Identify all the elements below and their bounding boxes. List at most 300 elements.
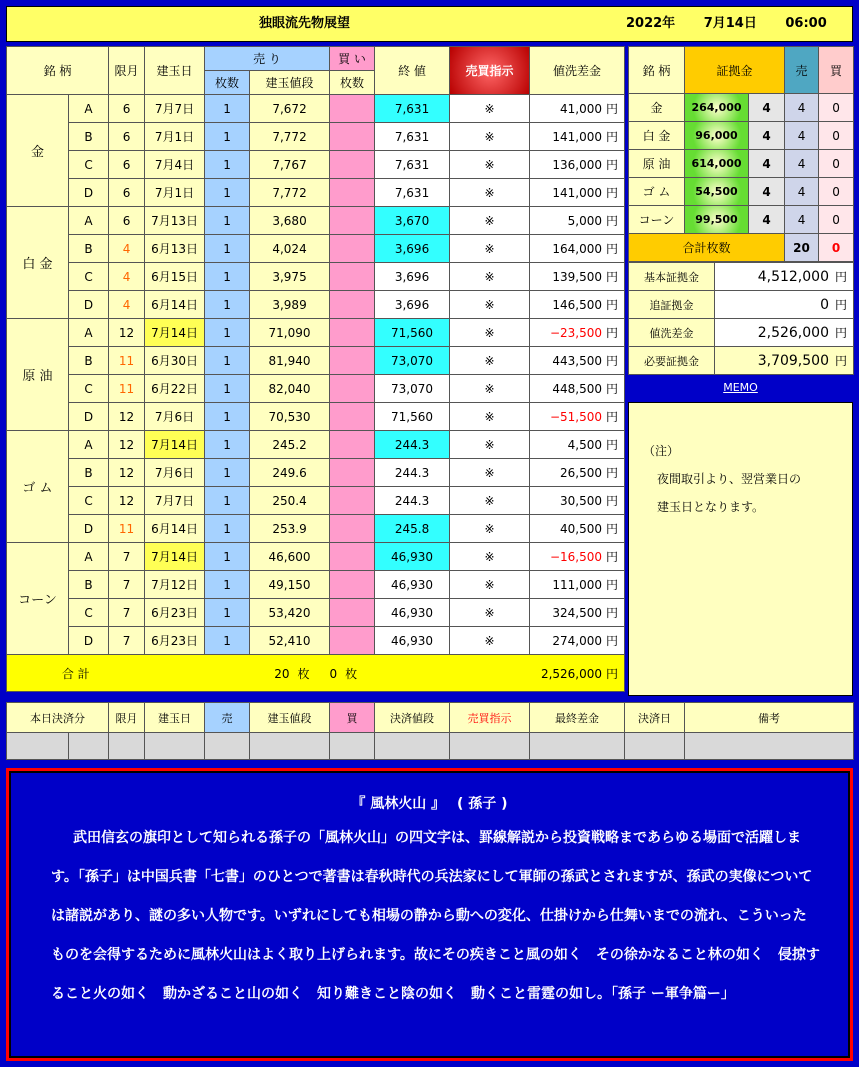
- sell-qty[interactable]: 1: [205, 375, 250, 403]
- sell-qty[interactable]: 1: [205, 431, 250, 459]
- open-price[interactable]: 3,975: [250, 263, 330, 291]
- quote-body: 武田信玄の旗印として知られる孫子の「風林火山」の四文字は、罫線解説から投資戦略まであらゆる場面で活躍します。「孫子」は中国兵書「七書」のひとつで著書は春秋時代の兵法家にして軍師の孫武とされますが、孫武の実像については諸説があり、謎の多い人物です。いずれにしても相場の静から動への変化、仕掛けから仕舞いまでの流れ、こういったものを会得するために風林火山はよく取り上げられます。故にその疾きこと風の如く その徐かなること林の如く 侵掠すること火の如く 動かざること山の如く 知り難きこと陰の如く 動くこと雷霆の如し。「孫子 ー軍争篇ー」: [51, 830, 820, 1002]
- close-price: 46,930: [375, 627, 450, 655]
- margin-sell: 4: [785, 178, 819, 206]
- price-diff: [530, 179, 625, 207]
- contract-code: B: [69, 235, 109, 263]
- close-price: 46,930: [375, 571, 450, 599]
- table-row: [7, 123, 625, 151]
- contract-month: 11: [109, 375, 145, 403]
- margin-commodity: 原 油: [629, 150, 685, 178]
- contract-month: 12: [109, 403, 145, 431]
- instruction-mark: ※: [450, 151, 530, 179]
- yen-unit: 円: [606, 666, 619, 681]
- instruction-mark: ※: [450, 179, 530, 207]
- instruction-mark: ※: [450, 291, 530, 319]
- margin-units: 4: [749, 150, 785, 178]
- settle-header-open-price: 建玉値段: [250, 703, 330, 733]
- sell-qty[interactable]: 1: [205, 347, 250, 375]
- contract-code: C: [69, 263, 109, 291]
- open-price[interactable]: 82,040: [250, 375, 330, 403]
- contract-month: 6: [109, 179, 145, 207]
- summary-row: [629, 291, 854, 319]
- buy-qty[interactable]: [330, 599, 375, 627]
- open-date: 7月14日: [145, 543, 205, 571]
- yen-unit: 円: [834, 354, 847, 368]
- memo-line: 建玉日となります。: [657, 500, 765, 514]
- summary-row: [629, 263, 854, 291]
- open-price[interactable]: 81,940: [250, 347, 330, 375]
- open-price[interactable]: 71,090: [250, 319, 330, 347]
- settle-cell[interactable]: [7, 733, 69, 760]
- margin-units: 4: [749, 178, 785, 206]
- summary-label: 基本証拠金: [629, 263, 715, 291]
- settle-header-sell: 売: [205, 703, 250, 733]
- price-diff-value: 141,000: [552, 130, 603, 144]
- contract-month: 4: [109, 291, 145, 319]
- margin-commodity: ゴ ム: [629, 178, 685, 206]
- buy-qty[interactable]: [330, 627, 375, 655]
- open-date: 6月22日: [145, 375, 205, 403]
- contract-month: 12: [109, 431, 145, 459]
- price-diff: [530, 151, 625, 179]
- instruction-mark: ※: [450, 347, 530, 375]
- yen-unit: 円: [606, 298, 619, 312]
- settlement-table: [6, 702, 854, 760]
- contract-code: A: [69, 319, 109, 347]
- table-row: [7, 543, 625, 571]
- price-diff-value: 4,500: [567, 438, 603, 452]
- buy-qty[interactable]: [330, 571, 375, 599]
- price-diff: [530, 123, 625, 151]
- yen-unit: 円: [606, 382, 619, 396]
- open-date: 6月14日: [145, 515, 205, 543]
- close-price: 46,930: [375, 543, 450, 571]
- buy-qty[interactable]: [330, 207, 375, 235]
- open-date: 7月7日: [145, 487, 205, 515]
- contract-code: D: [69, 403, 109, 431]
- margin-row: [629, 206, 854, 234]
- price-diff: [530, 543, 625, 571]
- open-date: 6月30日: [145, 347, 205, 375]
- close-price: 73,070: [375, 375, 450, 403]
- margin-units: 4: [749, 122, 785, 150]
- sell-qty[interactable]: 1: [205, 151, 250, 179]
- total-buy-qty: 0: [329, 666, 338, 681]
- instruction-mark: ※: [450, 599, 530, 627]
- instruction-mark: ※: [450, 235, 530, 263]
- contract-code: A: [69, 207, 109, 235]
- settle-cell[interactable]: [375, 733, 450, 760]
- margin-row: [629, 94, 854, 122]
- buy-qty[interactable]: [330, 431, 375, 459]
- summary-label: 値洗差金: [629, 319, 715, 347]
- contract-code: B: [69, 459, 109, 487]
- sell-qty[interactable]: 1: [205, 95, 250, 123]
- instruction-mark: ※: [450, 123, 530, 151]
- col-header-sell: 売 り: [205, 47, 330, 71]
- sell-qty[interactable]: 1: [205, 515, 250, 543]
- margin-units: 4: [749, 94, 785, 122]
- yen-unit: 円: [606, 438, 619, 452]
- yen-unit: 円: [606, 102, 619, 116]
- settle-cell[interactable]: [109, 733, 145, 760]
- sell-qty[interactable]: 1: [205, 235, 250, 263]
- price-diff-value: −16,500: [549, 550, 603, 564]
- margin-amount: 54,500: [685, 178, 749, 206]
- close-price: 245.8: [375, 515, 450, 543]
- settle-header-final-diff: 最終差金: [530, 703, 625, 733]
- table-row: [7, 347, 625, 375]
- sell-qty[interactable]: 1: [205, 571, 250, 599]
- contract-code: B: [69, 123, 109, 151]
- instruction-mark: ※: [450, 95, 530, 123]
- open-date: 7月1日: [145, 179, 205, 207]
- open-price[interactable]: 49,150: [250, 571, 330, 599]
- contract-month: 7: [109, 543, 145, 571]
- yen-unit: 円: [606, 550, 619, 564]
- price-diff-value: 26,500: [560, 466, 603, 480]
- margin-buy: 0: [819, 206, 854, 234]
- summary-label: 必要証拠金: [629, 347, 715, 375]
- commodity-name: コーン: [7, 543, 69, 655]
- contract-month: 11: [109, 515, 145, 543]
- table-row: [7, 403, 625, 431]
- buy-qty[interactable]: [330, 515, 375, 543]
- close-price: 3,696: [375, 235, 450, 263]
- yen-unit: 円: [606, 270, 619, 284]
- contract-code: D: [69, 627, 109, 655]
- margin-header-margin: 証拠金: [685, 47, 785, 94]
- margin-buy: 0: [819, 122, 854, 150]
- settle-cell[interactable]: [205, 733, 250, 760]
- yen-unit: 円: [606, 186, 619, 200]
- sell-qty[interactable]: 1: [205, 459, 250, 487]
- instruction-button[interactable]: 売買指示: [450, 47, 530, 95]
- sell-qty[interactable]: 1: [205, 207, 250, 235]
- close-price: 7,631: [375, 123, 450, 151]
- instruction-mark: ※: [450, 571, 530, 599]
- margin-total-row: [629, 234, 854, 262]
- close-price: 3,696: [375, 263, 450, 291]
- col-header-close: 終 値: [375, 47, 450, 95]
- yen-unit: 円: [606, 214, 619, 228]
- sell-qty[interactable]: 1: [205, 627, 250, 655]
- summary-value: [715, 263, 854, 291]
- price-diff: [530, 431, 625, 459]
- open-date: 7月6日: [145, 403, 205, 431]
- price-diff-value: 111,000: [552, 578, 603, 592]
- sell-qty[interactable]: 1: [205, 543, 250, 571]
- contract-month: 7: [109, 571, 145, 599]
- table-row: [7, 571, 625, 599]
- contract-code: C: [69, 599, 109, 627]
- contract-month: 4: [109, 235, 145, 263]
- price-diff-value: 5,000: [567, 214, 603, 228]
- contract-code: D: [69, 179, 109, 207]
- price-diff: [530, 235, 625, 263]
- total-sell-qty: 20: [274, 666, 290, 681]
- margin-amount: 96,000: [685, 122, 749, 150]
- header-day: 7月14日: [703, 16, 757, 31]
- memo-line: 夜間取引より、翌営業日の: [657, 472, 802, 486]
- price-diff-value: 146,500: [552, 298, 603, 312]
- sell-qty[interactable]: 1: [205, 179, 250, 207]
- table-row: [7, 95, 625, 123]
- settle-cell[interactable]: [530, 733, 625, 760]
- margin-amount: 614,000: [685, 150, 749, 178]
- open-date: 6月23日: [145, 627, 205, 655]
- settle-cell[interactable]: [145, 733, 205, 760]
- margin-sell: 4: [785, 150, 819, 178]
- price-diff-value: 274,000: [552, 634, 603, 648]
- settle-header-notes: 備考: [685, 703, 854, 733]
- instruction-mark: ※: [450, 543, 530, 571]
- yen-unit: 円: [834, 326, 847, 340]
- table-row: [7, 515, 625, 543]
- settle-header-open-date: 建玉日: [145, 703, 205, 733]
- margin-header-sell: 売: [785, 47, 819, 94]
- commodity-name: 白 金: [7, 207, 69, 319]
- sell-qty[interactable]: 1: [205, 599, 250, 627]
- commodity-name: 原 油: [7, 319, 69, 431]
- buy-qty[interactable]: [330, 151, 375, 179]
- close-price: 7,631: [375, 179, 450, 207]
- contract-code: C: [69, 487, 109, 515]
- margin-commodity: コーン: [629, 206, 685, 234]
- yen-unit: 円: [606, 606, 619, 620]
- close-price: 244.3: [375, 487, 450, 515]
- open-price[interactable]: 250.4: [250, 487, 330, 515]
- margin-commodity: 金: [629, 94, 685, 122]
- buy-qty[interactable]: [330, 123, 375, 151]
- margin-table: [628, 46, 854, 262]
- contract-code: B: [69, 571, 109, 599]
- col-header-month: 限月: [109, 47, 145, 95]
- open-date: 7月4日: [145, 151, 205, 179]
- yen-unit: 円: [606, 634, 619, 648]
- open-price[interactable]: 46,600: [250, 543, 330, 571]
- total-label: 合 計: [7, 655, 145, 692]
- settle-header-today: 本日決済分: [7, 703, 109, 733]
- price-diff-value: 139,500: [552, 270, 603, 284]
- margin-amount: 264,000: [685, 94, 749, 122]
- col-header-open-price: 建玉値段: [250, 71, 330, 95]
- open-price[interactable]: 7,672: [250, 95, 330, 123]
- close-price: 244.3: [375, 431, 450, 459]
- contract-month: 12: [109, 459, 145, 487]
- sell-qty[interactable]: 1: [205, 319, 250, 347]
- summary-value-number: 3,709,500: [757, 353, 829, 369]
- open-date: 7月7日: [145, 95, 205, 123]
- open-price[interactable]: 245.2: [250, 431, 330, 459]
- margin-total-buy: 0: [819, 234, 854, 262]
- instruction-mark: ※: [450, 403, 530, 431]
- price-diff: [530, 263, 625, 291]
- memo-note-label: （注）: [643, 444, 680, 458]
- sell-qty[interactable]: 1: [205, 123, 250, 151]
- instruction-mark: ※: [450, 459, 530, 487]
- instruction-mark: ※: [450, 375, 530, 403]
- table-row: [7, 599, 625, 627]
- open-price[interactable]: 253.9: [250, 515, 330, 543]
- margin-summary: [628, 262, 854, 375]
- summary-value: [715, 347, 854, 375]
- header-year: 2022年: [626, 16, 676, 31]
- margin-commodity: 白 金: [629, 122, 685, 150]
- open-price[interactable]: 3,680: [250, 207, 330, 235]
- open-price[interactable]: 7,767: [250, 151, 330, 179]
- table-row: [7, 263, 625, 291]
- settle-header-settle-price: 決済値段: [375, 703, 450, 733]
- table-row: [7, 459, 625, 487]
- contract-code: C: [69, 151, 109, 179]
- positions-table: [6, 46, 625, 692]
- open-price[interactable]: 70,530: [250, 403, 330, 431]
- instruction-mark: ※: [450, 319, 530, 347]
- summary-value-number: 0: [820, 297, 829, 313]
- yen-unit: 円: [606, 326, 619, 340]
- contract-code: B: [69, 347, 109, 375]
- yen-unit: 円: [606, 242, 619, 256]
- table-row: [7, 291, 625, 319]
- yen-unit: 円: [606, 410, 619, 424]
- contract-month: 12: [109, 487, 145, 515]
- margin-total-sell: 20: [785, 234, 819, 262]
- settle-cell[interactable]: [450, 733, 530, 760]
- margin-total-label: 合計枚数: [629, 234, 785, 262]
- close-price: 244.3: [375, 459, 450, 487]
- buy-qty[interactable]: [330, 179, 375, 207]
- sell-qty[interactable]: 1: [205, 263, 250, 291]
- sell-qty[interactable]: 1: [205, 403, 250, 431]
- settle-header-month: 限月: [109, 703, 145, 733]
- price-diff: [530, 571, 625, 599]
- open-price[interactable]: 52,410: [250, 627, 330, 655]
- price-diff-value: 40,500: [560, 522, 603, 536]
- settle-empty-row: [7, 733, 854, 760]
- open-date: 6月15日: [145, 263, 205, 291]
- buy-qty[interactable]: [330, 487, 375, 515]
- buy-qty[interactable]: [330, 291, 375, 319]
- contract-month: 7: [109, 627, 145, 655]
- close-price: 3,696: [375, 291, 450, 319]
- price-diff: [530, 375, 625, 403]
- open-date: 7月12日: [145, 571, 205, 599]
- total-diff-value: 2,526,000: [540, 666, 603, 681]
- buy-qty[interactable]: [330, 319, 375, 347]
- settle-cell[interactable]: [685, 733, 854, 760]
- summary-row: [629, 319, 854, 347]
- price-diff: [530, 627, 625, 655]
- instruction-mark: ※: [450, 515, 530, 543]
- open-date: 7月13日: [145, 207, 205, 235]
- table-row: [7, 627, 625, 655]
- col-header-sell-qty: 枚数: [205, 71, 250, 95]
- table-row: [7, 375, 625, 403]
- yen-unit: 円: [834, 298, 847, 312]
- col-header-diff: 値洗差金: [530, 47, 625, 95]
- price-diff-value: 30,500: [560, 494, 603, 508]
- contract-code: A: [69, 95, 109, 123]
- price-diff-value: 141,000: [552, 186, 603, 200]
- sell-qty[interactable]: 1: [205, 291, 250, 319]
- yen-unit: 円: [606, 494, 619, 508]
- open-price[interactable]: 53,420: [250, 599, 330, 627]
- instruction-mark: ※: [450, 207, 530, 235]
- buy-qty[interactable]: [330, 403, 375, 431]
- buy-qty[interactable]: [330, 263, 375, 291]
- sell-qty[interactable]: 1: [205, 487, 250, 515]
- buy-qty[interactable]: [330, 375, 375, 403]
- open-price[interactable]: 7,772: [250, 179, 330, 207]
- price-diff: [530, 403, 625, 431]
- price-diff-value: 164,000: [552, 242, 603, 256]
- buy-qty[interactable]: [330, 543, 375, 571]
- quote-box: [6, 768, 853, 1061]
- settle-cell[interactable]: [330, 733, 375, 760]
- settle-cell[interactable]: [250, 733, 330, 760]
- settle-header-instruction: 売買指示: [450, 703, 530, 733]
- yen-unit: 円: [834, 270, 847, 284]
- settle-cell[interactable]: [69, 733, 109, 760]
- total-buy-unit: 枚: [345, 666, 358, 681]
- price-diff: [530, 207, 625, 235]
- buy-qty[interactable]: [330, 459, 375, 487]
- margin-header-buy: 買: [819, 47, 854, 94]
- col-header-name: 銘 柄: [7, 47, 109, 95]
- close-price: 73,070: [375, 347, 450, 375]
- buy-qty[interactable]: [330, 95, 375, 123]
- margin-buy: 0: [819, 178, 854, 206]
- commodity-name: 金: [7, 95, 69, 207]
- open-date: 7月14日: [145, 319, 205, 347]
- yen-unit: 円: [606, 158, 619, 172]
- table-row: [7, 431, 625, 459]
- margin-row: [629, 150, 854, 178]
- price-diff: [530, 487, 625, 515]
- open-price[interactable]: 249.6: [250, 459, 330, 487]
- settle-cell[interactable]: [625, 733, 685, 760]
- memo-link[interactable]: MEMO: [723, 381, 758, 394]
- open-price[interactable]: 3,989: [250, 291, 330, 319]
- price-diff: [530, 347, 625, 375]
- summary-value: [715, 319, 854, 347]
- header-time: 06:00: [785, 16, 827, 31]
- margin-amount: 99,500: [685, 206, 749, 234]
- close-price: 7,631: [375, 151, 450, 179]
- instruction-mark: ※: [450, 487, 530, 515]
- col-header-buy-qty: 枚数: [330, 71, 375, 95]
- margin-buy: 0: [819, 94, 854, 122]
- col-header-buy: 買 い: [330, 47, 375, 71]
- open-price[interactable]: 7,772: [250, 123, 330, 151]
- buy-qty[interactable]: [330, 347, 375, 375]
- table-row: [7, 487, 625, 515]
- total-sell-unit: 枚: [297, 666, 310, 681]
- open-date: 6月23日: [145, 599, 205, 627]
- settle-header-buy: 買: [330, 703, 375, 733]
- buy-qty[interactable]: [330, 235, 375, 263]
- margin-row: [629, 122, 854, 150]
- price-diff: [530, 515, 625, 543]
- instruction-mark: ※: [450, 263, 530, 291]
- open-price[interactable]: 4,024: [250, 235, 330, 263]
- margin-sell: 4: [785, 94, 819, 122]
- contract-code: D: [69, 291, 109, 319]
- margin-row: [629, 178, 854, 206]
- header-bar: [6, 6, 853, 42]
